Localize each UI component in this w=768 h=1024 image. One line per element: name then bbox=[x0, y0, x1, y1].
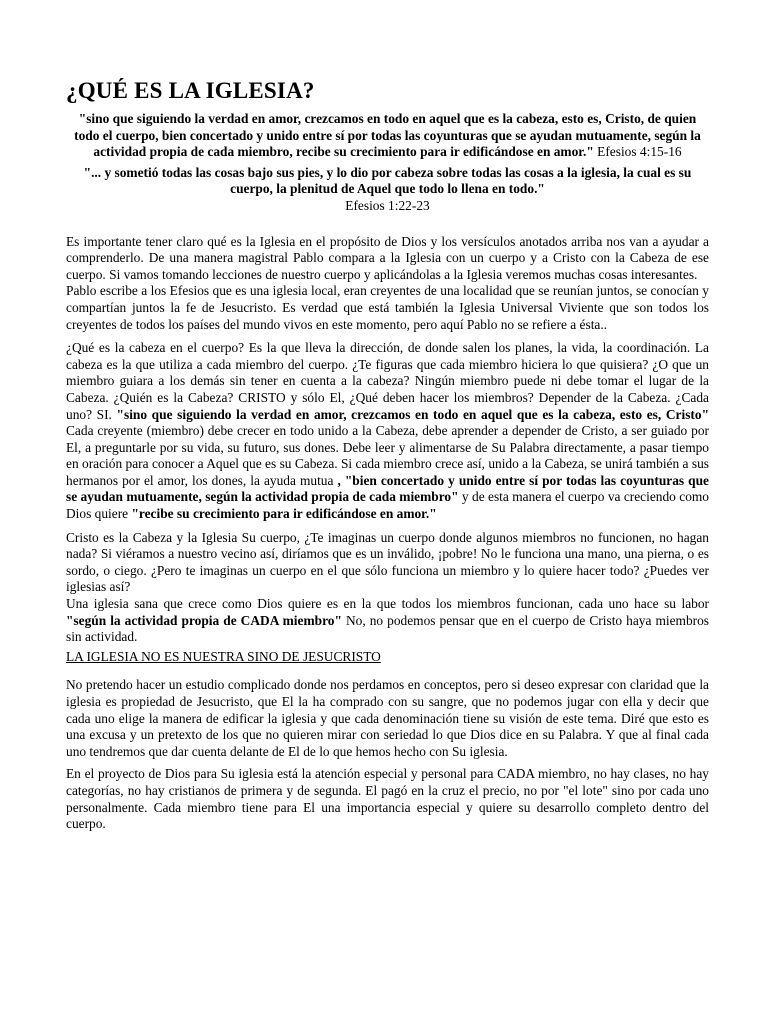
text-run: No, no podemos pensar que en el cuerpo de Cristo haya miembros sin actividad. bbox=[66, 612, 710, 645]
text-run: y de esta manera el cuerpo va creciendo como Dios quiere bbox=[66, 489, 709, 522]
paragraph-god-project: En el proyecto de Dios para Su iglesia está la atención especial y personal para CADA miembro, no hay clases, no hay categorías, no hay cristianos de primera y de segunda. El pagó en la cruz el precio, no por "el lote" sino por cada uno personalmente. Cada miembro tiene para El una importancia especial y quiere su desarrollo completo dentro del cuerpo. bbox=[66, 766, 709, 832]
epigraph-quote: "sino que siguiendo la verdad en amor, crezcamos en todo en aquel que es la cabeza, esto es, Cristo, de quien todo el cuerpo, bien concertado y unido entre sí por todas las coyunturas que se ayudan mutuamente, según la actividad propia de cada miembro, recibe su crecimiento para ir edificándose en amor." bbox=[74, 111, 701, 160]
epigraph-ephesians-1 bbox=[66, 165, 709, 215]
bold-quote: "recibe su crecimiento para ir edificándose en amor." bbox=[131, 506, 437, 522]
paragraph-intro: Es importante tener claro qué es la Iglesia en el propósito de Dios y los versículos anotados arriba nos van a ayudar a comprenderlo. De una manera magistral Pablo compara a la Iglesia con un cuerpo y a Cristo con la Cabeza de ese cuerpo. Si vamos tomando lecciones de nuestro cuerpo y aplicándolas a la Iglesia veremos muchas cosas interesantes. bbox=[66, 233, 709, 282]
text-run: Una iglesia sana que crece como Dios quiere es en la que todos los miembros funcionan, cada uno hace su labor bbox=[66, 596, 709, 612]
epigraph-ephesians-4 bbox=[66, 111, 709, 161]
paragraph-church-property: No pretendo hacer un estudio complicado donde nos perdamos en conceptos, pero si deseo expresar con claridad que la iglesia es propiedad de Jesucristo, que El la ha comprado con su sangre, que no podemos jugar con ella y decir que cada uno elige la manera de edificar la iglesia y que cada denominación tiene su visión de este tema. Diré que esto es una excusa y un pretexto de los que no quieren mirar con seriedad lo que Dios dice en su Palabra. Y que al final cada uno tendremos que dar cuenta delante de El de lo que hemos hecho con Su iglesia. bbox=[66, 677, 709, 759]
document-page bbox=[66, 68, 709, 833]
page-title: ¿QUÉ ES LA IGLESIA? bbox=[66, 78, 315, 103]
epigraph-reference: Efesios 1:22-23 bbox=[345, 197, 430, 213]
epigraph-quote: "... y sometió todas las cosas bajo sus pies, y lo dio por cabeza sobre todas las cosas a la iglesia, la cual es su cuerpo, la plenitud de Aquel que todo lo llena en todo." bbox=[83, 164, 692, 197]
paragraph-head-of-body bbox=[66, 340, 709, 523]
text-run: Cada creyente (miembro) debe crecer en todo unido a la Cabeza, debe aprender a depender de Cristo, a ser guiado por El, a preguntarle por su vida, su futuro, sus dones. Debe leer y alimentarse de Su Palabra directamente, a pasar tiempo en oración para conocer a Aquel que es su Cabeza. Si cada miembro crece así, unido a la Cabeza, se unirá también a sus hermanos por el amor, los dones, la ayuda mutua bbox=[66, 423, 709, 488]
section-heading: LA IGLESIA NO ES NUESTRA SINO DE JESUCRISTO bbox=[66, 648, 381, 664]
bold-quote: , "bien concertado y unido entre sí por todas las coyunturas que se ayudan mutuamente, según la actividad propia de cada miembro" bbox=[66, 472, 709, 505]
bold-quote: "sino que siguiendo la verdad en amor, crezcamos en todo en aquel que es la cabeza, esto es, Cristo" bbox=[116, 406, 710, 422]
epigraph-reference: Efesios 4:15-16 bbox=[597, 144, 682, 160]
bold-quote: "según la actividad propia de CADA miembro" bbox=[66, 612, 342, 628]
paragraph-healthy-church bbox=[66, 596, 709, 646]
paragraph-ephesians-local: Pablo escribe a los Efesios que es una iglesia local, eran creyentes de una localidad que se reunían juntos, se conocían y compartían juntos la fe de Jesucristo. Es verdad que está también la Iglesia Universal Viviente que son todos los creyentes de todos los países del mundo vivos en este momento, pero aquí Pablo no se refiere a ésta.. bbox=[66, 283, 709, 332]
paragraph-christ-head: Cristo es la Cabeza y la Iglesia Su cuerpo, ¿Te imaginas un cuerpo donde algunos miembros no funcionen, no hagan nada? Si viéramos a nuestro vecino así, diríamos que es un inválido, ¡pobre! No le funciona una mano, una pierna, o es sordo, o ciego. ¿Pero te imaginas un cuerpo en el que sólo funciona un miembro y lo quiere hacer todo? ¿Puedes ver iglesias así? bbox=[66, 529, 709, 595]
text-run: ¿Qué es la cabeza en el cuerpo? Es la que lleva la dirección, de donde salen los planes, la vida, la coordinación. La cabeza es la que utiliza a cada miembro del cuerpo. ¿Te figuras que cada miembro hiciera lo que quisiera? ¿O que un miembro guiara a los demás sin tener en cuenta a la cabeza? Ningún miembro puede ni debe tomar el lugar de la Cabeza. ¿Quién es la Cabeza? CRISTO y sólo El, ¿Qué deben hacer los miembros? Depender de la Cabeza. ¿Cada uno? SI. bbox=[66, 340, 709, 422]
